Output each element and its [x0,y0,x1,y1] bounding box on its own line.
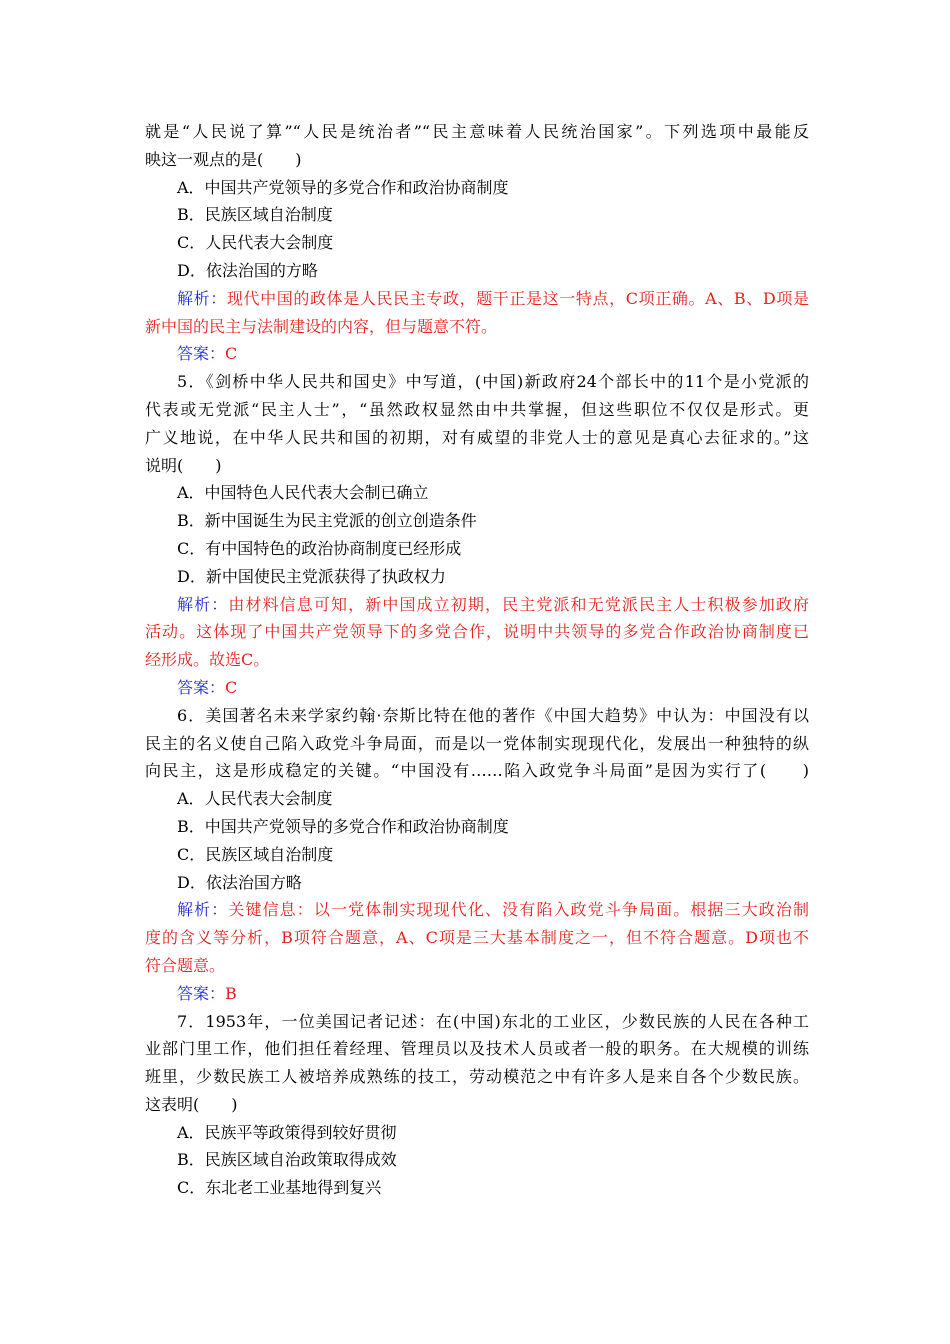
question-stem-line: 说明( ) [145,455,222,475]
option-c: C．人民代表大会制度 [177,233,334,253]
question-5 [145,368,809,702]
question-7 [145,1008,809,1203]
question-stem-line: 广义地说，在中华人民共和国的初期，对有威望的非党人士的意见是真心去征求的。”这 [145,427,809,447]
question-stem-line: 业部门里工作，他们担任着经理、管理员以及技术人员或者一般的职务。在大规模的训练 [145,1039,809,1059]
answer-label: 答案： [177,983,226,1003]
question-stem-line: 就是“人民说了算”“人民是统治者”“民主意味着人民统治国家”。下列选项中最能反 [145,122,809,141]
option-b: B．新中国诞生为民主党派的创立创造条件 [177,511,477,531]
analysis-label: 解析： [177,900,229,920]
option-c: C．东北老工业基地得到复兴 [177,1178,382,1198]
analysis-line [145,591,809,619]
question-stem-line: 6．美国著名未来学家约翰·奈斯比特在他的著作《中国大趋势》中认为：中国没有以 [177,705,809,725]
option-b: B．民族区域自治政策取得成效 [177,1150,397,1170]
answer-value: C [225,677,238,697]
answer-line [145,980,809,1008]
question-4 [145,118,809,368]
question-stem-line: 映这一观点的是( ) [145,149,302,169]
question-stem-line: 这表明( ) [145,1094,238,1114]
answer-value: B [225,983,237,1003]
analysis-line: 经形成。故选C。 [145,650,270,670]
answer-line [145,674,809,702]
analysis-text: 由材料信息可知，新中国成立初期，民主党派和无党派民主人士积极参加政府 [228,594,809,614]
analysis-line: 符合题意。 [145,955,226,975]
option-d: D．依法治国的方略 [177,260,318,280]
question-stem-line: 班里，少数民族工人被培养成熟练的技工，劳动模范之中有许多人是来自各个少数民族。 [145,1067,809,1087]
answer-value: C [225,344,238,364]
analysis-label: 解析： [177,594,229,614]
analysis-line: 新中国的民主与法制建设的内容，但与题意不符。 [145,316,498,336]
analysis-text: 关键信息：以一党体制实现现代化、没有陷入政党斗争局面。根据三大政治制 [228,900,809,920]
option-d: D．依法治国方略 [177,872,302,892]
question-6 [145,702,809,1008]
option-a: A．中国共产党领导的多党合作和政治协商制度 [177,177,509,197]
answer-label: 答案： [177,344,226,364]
option-a: A．人民代表大会制度 [177,789,333,809]
option-a: A．中国特色人民代表大会制已确立 [177,483,429,503]
answer-line [145,340,809,368]
option-a: A．民族平等政策得到较好贯彻 [177,1122,397,1142]
option-d: D．新中国使民主党派获得了执政权力 [177,566,446,586]
analysis-label: 解析： [177,288,227,308]
option-b: B．民族区域自治制度 [177,205,333,225]
question-stem-line: 向民主，这是形成稳定的关键。“中国没有……陷入政党争斗局面”是因为实行了( ) [145,761,809,781]
option-b: B．中国共产党领导的多党合作和政治协商制度 [177,816,509,836]
question-stem-line: 代表或无党派“民主人士”，“虽然政权显然由中共掌握，但这些职位不仅仅是形式。更 [145,399,809,419]
question-stem-line: 民主的名义使自己陷入政党斗争局面，而是以一党体制实现现代化，发展出一种独特的纵 [145,733,809,753]
analysis-text: 现代中国的政体是人民民主专政，题干正是这一特点，C项正确。A、B、D项是 [226,288,809,308]
question-stem-line: 7．1953年，一位美国记者记述：在(中国)东北的工业区，少数民族的人民在各种工 [177,1011,809,1031]
option-c: C．民族区域自治制度 [177,844,334,864]
analysis-line: 活动。这体现了中国共产党领导下的多党合作，说明中共领导的多党合作政治协商制度已 [145,622,809,642]
analysis-line [145,896,809,924]
question-stem-line: 5．《剑桥中华人民共和国史》中写道，(中国)新政府24个部长中的11个是小党派的 [177,372,809,392]
document-page [145,118,809,1202]
option-c: C．有中国特色的政治协商制度已经形成 [177,538,462,558]
analysis-line: 度的含义等分析，B项符合题意，A、C项是三大基本制度之一，但不符合题意。D项也不 [145,928,809,948]
analysis-line [145,285,809,313]
answer-label: 答案： [177,677,226,697]
